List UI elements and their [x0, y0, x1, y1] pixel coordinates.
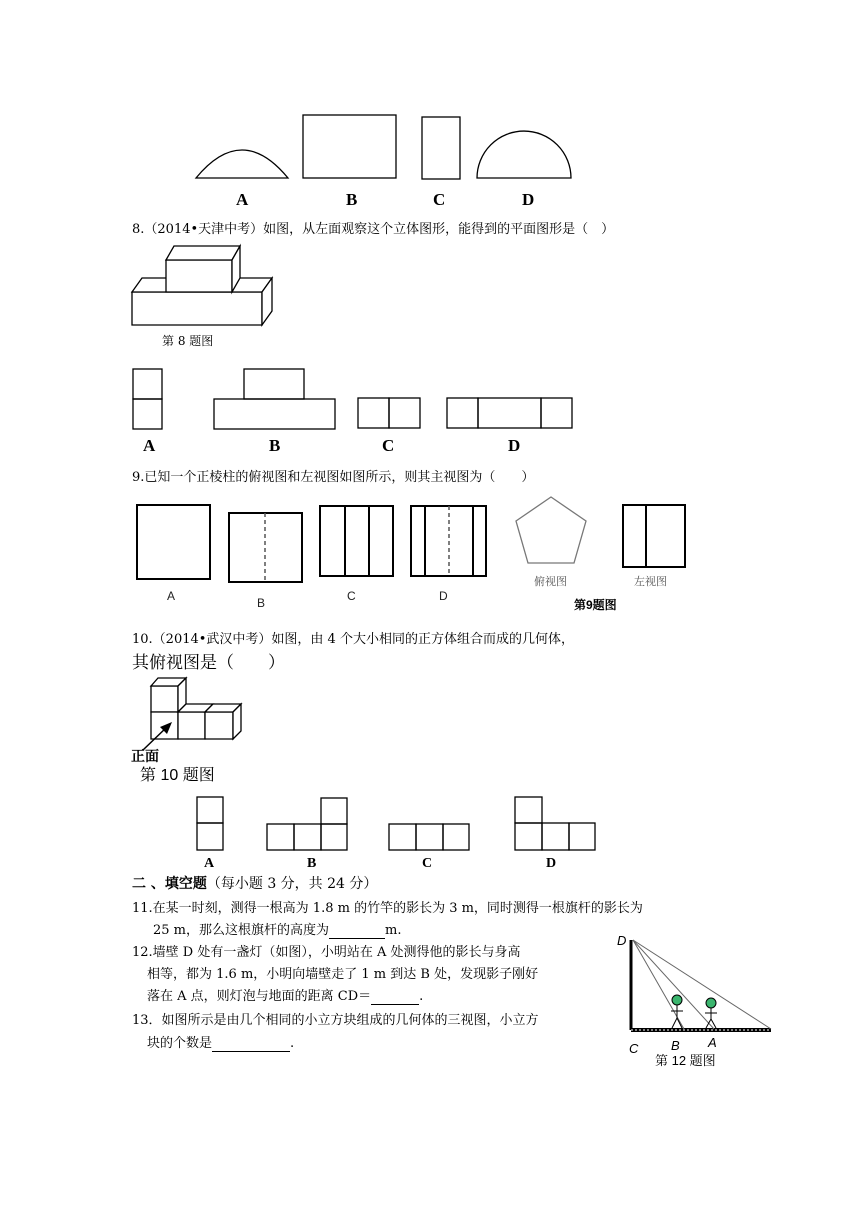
q11-line1: 11.在某一时刻，测得一根高为 1.8 m 的竹竿的影长为 3 m，同时测得一根旗杆的影长为 — [132, 901, 643, 916]
q11-line2a: 25 m，那么这根旗杆的高度为 — [153, 923, 330, 938]
q12-fig-label-c: C — [629, 1041, 639, 1056]
q10-label-b: B — [307, 856, 317, 871]
q13-line2a: 块的个数是 — [147, 1036, 213, 1051]
q12-line3b: . — [419, 989, 424, 1004]
q12-line3a: 落在 A 点，则灯泡与地面的距离 CD＝ — [147, 989, 372, 1004]
q7-label-b: B — [346, 190, 358, 209]
q8-text: 8.（2014•天津中考）如图，从左面观察这个立体图形，能得到的平面图形是（ ） — [132, 222, 615, 237]
q9-label-b: B — [257, 596, 266, 610]
q12-line2: 相等，都为 1.6 m，小明向墙壁走了 1 m 到达 B 处，发现影子刚好 — [147, 967, 539, 982]
q8-label-b: B — [269, 436, 281, 455]
q10-front-label: 正面 — [131, 748, 159, 764]
q8-label-d: D — [508, 436, 521, 455]
q12-line1: 12.墙壁 D 处有一盏灯（如图），小明站在 A 处测得他的影长与身高 — [132, 945, 521, 960]
q9-left-view-label: 左视图 — [634, 576, 667, 588]
q10-label-d: D — [546, 856, 557, 871]
q8-label-a: A — [143, 436, 156, 455]
q7-label-a: A — [236, 190, 249, 209]
section2-title: 二 、填空题 — [132, 876, 207, 892]
q10-text: 10.（2014•武汉中考）如图，由 4 个大小相同的正方体组合而成的几何体， — [132, 632, 574, 647]
q10-label-c: C — [422, 856, 433, 871]
q7-label-d: D — [522, 190, 535, 209]
q9-caption: 第9题图 — [574, 598, 617, 612]
q12-fig-label-b: B — [671, 1038, 680, 1053]
q12-caption: 第 12 题图 — [655, 1053, 716, 1068]
q9-label-d: D — [439, 589, 448, 603]
q11-line2b: m. — [385, 923, 402, 938]
q12-fig-label-d: D — [617, 933, 627, 948]
section2-note: （每小题 3 分，共 24 分） — [206, 876, 378, 892]
q12-fig-label-a: A — [708, 1035, 717, 1050]
q9-top-view-label: 俯视图 — [534, 576, 567, 588]
q13-line2b: . — [290, 1036, 295, 1051]
q9-label-c: C — [347, 589, 356, 603]
q13-line1: 13．如图所示是由几个相同的小立方块组成的几何体的三视图，小立方 — [132, 1013, 539, 1028]
q9-text: 9.已知一个正棱柱的俯视图和左视图如图所示，则其主视图为（ ） — [132, 470, 535, 485]
q10-text-line2: 其俯视图是（ ） — [132, 653, 285, 673]
q10-caption: 第 10 题图 — [140, 767, 215, 784]
q8-caption: 第 8 题图 — [162, 334, 214, 348]
q8-label-c: C — [382, 436, 395, 455]
q10-label-a: A — [204, 856, 215, 871]
q7-label-c: C — [433, 190, 446, 209]
q9-label-a: A — [167, 589, 176, 603]
